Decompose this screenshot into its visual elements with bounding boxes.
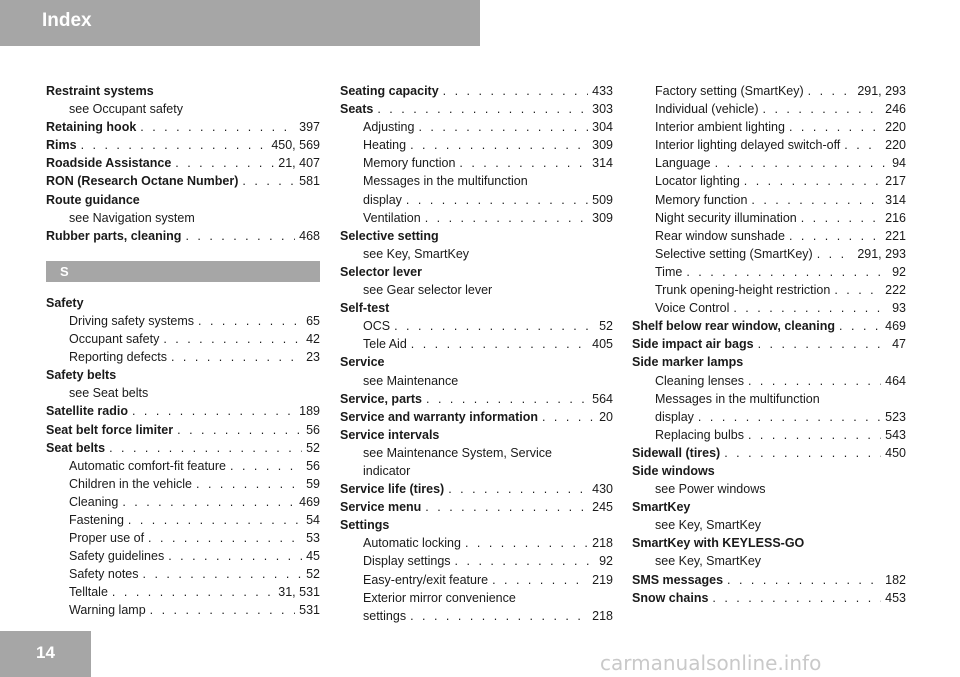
- index-subentry: [46, 583, 320, 601]
- index-page-ref: 464: [885, 373, 906, 388]
- index-subentry: [632, 118, 906, 136]
- dot-leader: [411, 335, 588, 353]
- index-subentry: [340, 154, 613, 172]
- index-reference: see Seat belts: [69, 386, 149, 401]
- dot-leader: [542, 408, 595, 426]
- dot-leader: [492, 571, 588, 589]
- index-term: display: [655, 409, 694, 424]
- index-term: Rubber parts, cleaning: [46, 228, 182, 243]
- index-page-ref: 468: [299, 228, 320, 243]
- index-page-ref: 314: [885, 192, 906, 207]
- index-page-ref: 523: [885, 409, 906, 424]
- index-page-ref: 52: [306, 440, 320, 455]
- index-page-ref: 314: [592, 156, 613, 171]
- dot-leader: [377, 100, 588, 118]
- index-reference: see Gear selector lever: [363, 283, 493, 298]
- index-term: Sidewall (tires): [632, 445, 721, 460]
- index-subentry: [340, 209, 613, 227]
- index-term: Snow chains: [632, 590, 709, 605]
- index-page-ref: 189: [299, 404, 320, 419]
- page-number-box: [0, 631, 91, 677]
- index-column-2: [340, 82, 613, 625]
- index-entry: [340, 390, 613, 408]
- index-entry: [340, 516, 613, 534]
- index-entry: [632, 534, 906, 552]
- index-reference: see Occupant safety: [69, 102, 183, 117]
- index-page-ref: 246: [885, 102, 906, 117]
- index-term: Fastening: [69, 512, 124, 527]
- index-entry: [340, 498, 613, 516]
- index-page-ref: 469: [299, 494, 320, 509]
- index-reference: Exterior mirror convenience: [363, 590, 516, 605]
- index-reference: see Maintenance: [363, 373, 459, 388]
- index-term: Driving safety systems: [69, 313, 195, 328]
- dot-leader: [459, 154, 588, 172]
- index-term: Seating capacity: [340, 84, 439, 98]
- index-term: Reporting defects: [69, 350, 167, 365]
- index-page-ref: 45: [306, 549, 320, 564]
- dot-leader: [744, 172, 881, 190]
- dot-leader: [230, 457, 302, 475]
- dot-leader: [168, 547, 302, 565]
- index-term: Trunk opening-height restriction: [655, 283, 831, 298]
- index-page-ref: 59: [306, 476, 320, 491]
- index-page-ref: 309: [592, 138, 613, 153]
- dot-leader: [198, 312, 302, 330]
- index-term: Tele Aid: [363, 337, 407, 352]
- index-term: Shelf below rear window, cleaning: [632, 319, 836, 334]
- dot-leader: [426, 390, 588, 408]
- index-page-ref: 93: [892, 301, 906, 316]
- dot-leader: [443, 82, 588, 100]
- dot-leader: [455, 552, 596, 570]
- index-term: Interior lighting delayed switch-off: [655, 138, 841, 153]
- index-term: Service and warranty information: [340, 409, 538, 424]
- index-term: Safety belts: [46, 368, 117, 383]
- index-subentry: [46, 547, 320, 565]
- index-page-ref: 469: [885, 319, 906, 334]
- index-page-ref: 56: [306, 422, 320, 437]
- index-subentry: [46, 475, 320, 493]
- index-column-3: [632, 82, 906, 607]
- index-page-ref: 450, 569: [271, 138, 320, 153]
- index-page-ref: 52: [306, 567, 320, 582]
- index-entry: [340, 100, 613, 118]
- dot-leader: [808, 82, 854, 100]
- index-term: Voice Control: [655, 301, 730, 316]
- index-term: Display settings: [363, 554, 451, 569]
- index-term: Side marker lamps: [632, 355, 744, 370]
- dot-leader: [196, 475, 302, 493]
- index-entry: [340, 82, 613, 100]
- index-page-ref: 222: [885, 283, 906, 298]
- index-page-ref: 291, 293: [857, 84, 906, 98]
- dot-leader: [143, 565, 303, 583]
- page-title: Index: [42, 10, 92, 31]
- index-term: Selective setting: [340, 228, 439, 243]
- index-subentry: [46, 348, 320, 366]
- index-entry: [46, 227, 320, 245]
- index-subentry: [632, 245, 906, 263]
- index-reference: see Power windows: [655, 482, 766, 497]
- index-page-ref: 291, 293: [857, 246, 906, 261]
- dot-leader: [185, 227, 295, 245]
- dot-leader: [410, 607, 588, 625]
- index-term: Proper use of: [69, 531, 145, 546]
- index-term: Interior ambient lighting: [655, 120, 785, 135]
- index-reference: indicator: [363, 463, 411, 478]
- index-subentry: [46, 493, 320, 511]
- index-entry: [46, 402, 320, 420]
- index-entry: [632, 353, 906, 371]
- index-term: Selective setting (SmartKey): [655, 246, 813, 261]
- index-term: Seat belts: [46, 440, 106, 455]
- section-header: S: [46, 261, 320, 282]
- dot-leader: [698, 408, 881, 426]
- index-subentry: [340, 118, 613, 136]
- index-term: Roadside Assistance: [46, 156, 172, 171]
- dot-leader: [418, 118, 588, 136]
- index-subentry: [632, 136, 906, 154]
- index-term: OCS: [363, 319, 391, 334]
- index-term: Self-test: [340, 301, 390, 316]
- index-term: Night security illumination: [655, 210, 797, 225]
- index-entry: [46, 172, 320, 190]
- dot-leader: [242, 172, 295, 190]
- index-page-ref: 245: [592, 500, 613, 515]
- index-term: Safety guidelines: [69, 549, 165, 564]
- dot-leader: [171, 348, 302, 366]
- index-reference: see Key, SmartKey: [363, 246, 470, 261]
- index-page-ref: 304: [592, 120, 613, 135]
- dot-leader: [748, 372, 881, 390]
- index-subentry: [632, 408, 906, 426]
- dot-leader: [763, 100, 882, 118]
- index-term: Warning lamp: [69, 603, 146, 618]
- dot-leader: [148, 529, 302, 547]
- index-entry: [46, 82, 320, 100]
- index-subentry: [340, 136, 613, 154]
- index-page-ref: 430: [592, 482, 613, 497]
- dot-leader: [801, 209, 881, 227]
- index-subentry: [632, 281, 906, 299]
- index-entry: [46, 439, 320, 457]
- index-term: Telltale: [69, 585, 108, 600]
- index-term: Seat belt force limiter: [46, 422, 174, 437]
- index-page-ref: 42: [306, 332, 320, 347]
- index-reference: see Key, SmartKey: [655, 554, 762, 569]
- index-page-ref: 92: [892, 264, 906, 279]
- index-reference: Messages in the multifunction: [655, 391, 820, 406]
- index-term: Seats: [340, 102, 374, 117]
- dot-leader: [789, 118, 881, 136]
- index-entry: [340, 480, 613, 498]
- index-page-ref: 182: [885, 572, 906, 587]
- index-term: Locator lighting: [655, 174, 740, 189]
- dot-leader: [394, 317, 595, 335]
- index-entry: [632, 317, 906, 335]
- index-term: SmartKey with KEYLESS-GO: [632, 536, 805, 551]
- index-subentry: [632, 209, 906, 227]
- dot-leader: [839, 317, 881, 335]
- index-subentry: [340, 571, 613, 589]
- index-page-ref: 450: [885, 445, 906, 460]
- index-subentry: [632, 263, 906, 281]
- index-term: Cleaning: [69, 494, 119, 509]
- index-subentry: [632, 154, 906, 172]
- index-term: Time: [655, 264, 683, 279]
- index-entry: [340, 426, 613, 444]
- page-number: 14: [36, 643, 55, 662]
- dot-leader: [758, 335, 889, 353]
- index-entry: [46, 366, 320, 384]
- dot-leader: [834, 281, 881, 299]
- index-term: Service intervals: [340, 427, 440, 442]
- watermark: carmanualsonline.info: [600, 651, 822, 675]
- index-term: Service life (tires): [340, 482, 445, 497]
- index-entry: [340, 353, 613, 371]
- index-page-ref: 564: [592, 391, 613, 406]
- index-page-ref: 219: [592, 572, 613, 587]
- index-term: Rims: [46, 138, 77, 153]
- index-reference: Messages in the multifunction: [363, 174, 528, 189]
- index-term: Factory setting (SmartKey): [655, 84, 804, 98]
- dot-leader: [132, 402, 295, 420]
- index-term: Memory function: [655, 192, 748, 207]
- index-entry: [632, 571, 906, 589]
- index-subentry: [340, 317, 613, 335]
- index-term: Retaining hook: [46, 120, 137, 135]
- index-entry: [632, 589, 906, 607]
- index-subentry: [46, 565, 320, 583]
- index-page-ref: 31, 531: [278, 585, 320, 600]
- index-page-ref: 453: [885, 590, 906, 605]
- dot-leader: [163, 330, 302, 348]
- dot-leader: [128, 511, 302, 529]
- dot-leader: [724, 444, 881, 462]
- index-subentry: [340, 335, 613, 353]
- index-page-ref: 54: [306, 512, 320, 527]
- index-term: Side impact air bags: [632, 337, 754, 352]
- index-entry: [632, 335, 906, 353]
- index-entry: [632, 498, 906, 516]
- index-term: Restraint systems: [46, 84, 154, 98]
- index-page-ref: 217: [885, 174, 906, 189]
- index-subentry: [340, 534, 613, 552]
- index-page-ref: 65: [306, 313, 320, 328]
- index-page-ref: 509: [592, 192, 613, 207]
- index-term: Easy-entry/exit feature: [363, 572, 489, 587]
- index-column-1: [46, 82, 320, 620]
- index-subentry: [46, 330, 320, 348]
- dot-leader: [789, 227, 881, 245]
- index-subentry: [46, 601, 320, 619]
- index-subentry: [46, 529, 320, 547]
- index-term: Replacing bulbs: [655, 427, 744, 442]
- dot-leader: [140, 118, 295, 136]
- index-subentry: [632, 191, 906, 209]
- index-term: RON (Research Octane Number): [46, 174, 239, 189]
- index-term: Rear window sunshade: [655, 228, 785, 243]
- index-term: settings: [363, 608, 407, 623]
- index-page-ref: 405: [592, 337, 613, 352]
- dot-leader: [122, 493, 295, 511]
- index-subentry: [632, 372, 906, 390]
- index-entry: [340, 299, 613, 317]
- index-page-ref: 309: [592, 210, 613, 225]
- index-reference: see Navigation system: [69, 210, 195, 225]
- index-term: Satellite radio: [46, 404, 128, 419]
- index-reference: see Key, SmartKey: [655, 518, 762, 533]
- dot-leader: [733, 299, 888, 317]
- index-subentry: [632, 227, 906, 245]
- index-page-ref: 47: [892, 337, 906, 352]
- dot-leader: [817, 245, 854, 263]
- index-page-ref: 220: [885, 120, 906, 135]
- index-entry: [632, 444, 906, 462]
- dot-leader: [81, 136, 268, 154]
- dot-leader: [425, 209, 588, 227]
- dot-leader: [751, 191, 881, 209]
- index-page-ref: 94: [892, 156, 906, 171]
- index-term: Service: [340, 355, 385, 370]
- index-page-ref: 53: [306, 531, 320, 546]
- dot-leader: [425, 498, 588, 516]
- index-page-ref: 218: [592, 536, 613, 551]
- dot-leader: [748, 426, 881, 444]
- index-page-ref: 531: [299, 603, 320, 618]
- dot-leader: [175, 154, 274, 172]
- index-term: Individual (vehicle): [655, 102, 759, 117]
- index-entry: [340, 408, 613, 426]
- dot-leader: [712, 589, 881, 607]
- index-page-ref: 221: [885, 228, 906, 243]
- index-term: Language: [655, 156, 711, 171]
- index-page-ref: 216: [885, 210, 906, 225]
- index-page-ref: 303: [592, 102, 613, 117]
- index-term: Service menu: [340, 500, 422, 515]
- index-page-ref: 21, 407: [278, 156, 320, 171]
- index-subentry: [340, 191, 613, 209]
- index-term: Automatic locking: [363, 536, 461, 551]
- dot-leader: [406, 191, 588, 209]
- dot-leader: [448, 480, 588, 498]
- index-subentry: [632, 100, 906, 118]
- index-term: Memory function: [363, 156, 456, 171]
- index-term: SmartKey: [632, 500, 691, 515]
- index-term: Cleaning lenses: [655, 373, 744, 388]
- dot-leader: [112, 583, 274, 601]
- index-term: Safety notes: [69, 567, 139, 582]
- index-term: Settings: [340, 518, 390, 533]
- index-term: Service, parts: [340, 391, 422, 406]
- index-term: display: [363, 192, 402, 207]
- index-term: Heating: [363, 138, 407, 153]
- dot-leader: [177, 421, 302, 439]
- index-term: Selector lever: [340, 264, 422, 279]
- index-term: Side windows: [632, 463, 715, 478]
- index-term: Safety: [46, 295, 84, 310]
- dot-leader: [727, 571, 881, 589]
- header-bar: [0, 0, 480, 46]
- index-term: Occupant safety: [69, 332, 160, 347]
- index-entry: [46, 118, 320, 136]
- index-entry: [46, 154, 320, 172]
- index-subentry: [46, 457, 320, 475]
- index-subentry: [632, 172, 906, 190]
- index-page-ref: 433: [592, 84, 613, 98]
- index-page-ref: 581: [299, 174, 320, 189]
- index-subentry: [340, 552, 613, 570]
- index-page-ref: 56: [306, 458, 320, 473]
- index-term: Children in the vehicle: [69, 476, 192, 491]
- dot-leader: [150, 601, 295, 619]
- index-entry: [46, 421, 320, 439]
- index-subentry: [340, 607, 613, 625]
- dot-leader: [844, 136, 881, 154]
- index-page-ref: 20: [599, 409, 613, 424]
- index-entry: [46, 136, 320, 154]
- index-entry: [46, 191, 320, 209]
- index-term: Automatic comfort-fit feature: [69, 458, 227, 473]
- index-subentry: [632, 426, 906, 444]
- index-entry: [340, 263, 613, 281]
- index-page-ref: 92: [599, 554, 613, 569]
- index-term: Ventilation: [363, 210, 421, 225]
- index-entry: [632, 462, 906, 480]
- index-page-ref: 543: [885, 427, 906, 442]
- index-subentry: [46, 312, 320, 330]
- index-subentry: [632, 82, 906, 100]
- index-reference: see Maintenance System, Service: [363, 445, 552, 460]
- index-term: SMS messages: [632, 572, 724, 587]
- index-page-ref: 52: [599, 319, 613, 334]
- index-entry: [340, 227, 613, 245]
- index-term: Adjusting: [363, 120, 415, 135]
- index-page-ref: 23: [306, 350, 320, 365]
- index-term: Route guidance: [46, 192, 140, 207]
- index-page-ref: 218: [592, 608, 613, 623]
- index-subentry: [46, 511, 320, 529]
- dot-leader: [465, 534, 588, 552]
- index-entry: [46, 294, 320, 312]
- dot-leader: [715, 154, 888, 172]
- index-page-ref: 397: [299, 120, 320, 135]
- dot-leader: [109, 439, 302, 457]
- index-subentry: [632, 299, 906, 317]
- dot-leader: [410, 136, 588, 154]
- dot-leader: [686, 263, 888, 281]
- index-page-ref: 220: [885, 138, 906, 153]
